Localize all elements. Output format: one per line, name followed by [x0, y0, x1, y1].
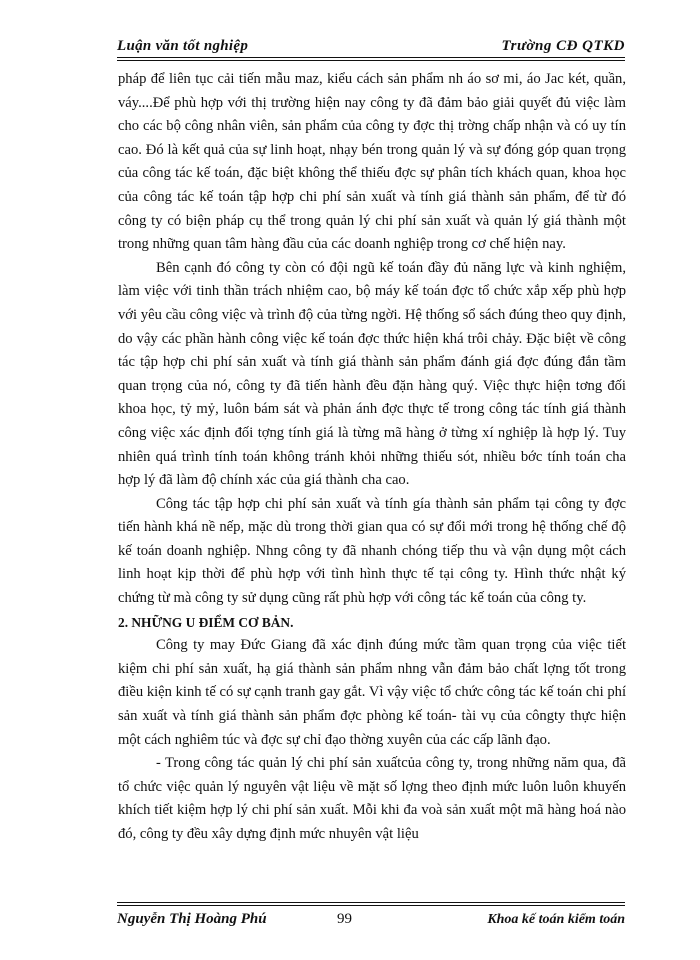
- paragraph-4: Công ty may Đức Giang đã xác định đúng mức tầm quan trọng của việc tiết kiệm chi phí sản xuất, hạ giá thành sản phẩm nhng vẫn đảm bảo chất lợng tốt trong điều kiện kinh tế có sự cạnh tranh gay gắt. Vì vậy việc tổ chức công tác kế toán chi phí sản xuất và tính giá thành sản phẩm đợc phòng kế toán- tài vụ của côngty thực hiện một cách nghiêm túc và đợc sự chỉ đạo thờng xuyên của các cấp lãnh đạo.: [118, 637, 626, 748]
- header-thesis-title: Luận văn tốt nghiệp: [117, 38, 249, 54]
- paragraph-2: Bên cạnh đó công ty còn có đội ngũ kế toán đầy đủ năng lực và kinh nghiệm, làm việc với tinh thần trách nhiệm cao, bộ máy kế toán đợc tổ chức xắp xếp phù hợp với yêu cầu công việc và trình độ của từng ngời. Hệ thống sổ sách đúng theo quy định, do vậy các phần hành công việc kế toán đợc thức hiện khá trôi chảy. Đặc biệt về công tác tập hợp chi phí sản xuất và tính giá thành sản phẩm đánh giá đợc đúng đắn tầm quan trọng của nó, công ty đã tiến hành đều đặn hàng quý. Việc thực hiện tơng đối khoa học, tỷ mỷ, luôn bám sát và phản ánh đợc thực tế trong công tác tính giá thành công việc xác định đối tợng tính giá là từng mã hàng ở từng xí nghiệp là hợp lý. Tuy nhiên quá trình tính toán không tránh khỏi những thiếu sót, nhiều bớc tính toán cha hợp lý đã làm độ chính xác của giá thành cha cao.: [118, 259, 626, 489]
- page-body: [118, 68, 626, 847]
- header-rule: [117, 57, 625, 61]
- header-school-name: Trường CĐ QTKD: [501, 38, 625, 54]
- paragraph-1: pháp để liên tục cải tiến mẫu maz, kiểu cách sản phẩm nh áo sơ mi, áo Jac két, quần, váy....Để phù hợp với thị trường hiện nay công ty đã đảm bảo giải quyết đủ việc làm cho các bộ công nhân viên, sản phẩm của công ty đợc thị trờng chấp nhận và có uy tín cao. Đó là kết quả của sự linh hoạt, nhạy bén trong quản lý và sự đóng góp quan trọng của công tác kế toán, đặc biệt không thể thiếu đợc sự phân tích khách quan, khoa học của công tác kế toán tập hợp chi phí sản xuất và tính giá thành sản phẩm, để từ đó công ty có biện pháp cụ thể trong quản lý chi phí sản xuất và quản lý giá thành một trong những quan tâm hàng đầu của các doanh nghiệp trong cơ chế hiện nay.: [118, 71, 626, 253]
- page-footer: [117, 902, 625, 932]
- section-heading: 2. NHỮNG U ĐIỂM CƠ BẢN.: [118, 614, 294, 630]
- footer-rule: [117, 902, 625, 906]
- page-number: 99: [337, 911, 352, 927]
- page-header: [117, 36, 625, 58]
- paragraph-5: - Trong công tác quản lý chi phí sản xuấtcủa công ty, trong những năm qua, đã tổ chức việc quản lý nguyên vật liệu về mặt số lợng theo định mức luôn luôn khuyến khích tiết kiệm hợp lý chi phí sản xuất. Mỗi khi đa voà sản xuất một mã hàng hoá nào đó, công ty đều xây dựng định mức nhuyên vật liệu: [118, 755, 626, 842]
- footer-author: Nguyễn Thị Hoàng Phú: [117, 911, 267, 927]
- paragraph-3: Công tác tập hợp chi phí sản xuất và tính gía thành sản phẩm tại công ty đợc tiến hành khá nề nếp, mặc dù trong thời gian qua có sự đổi mới trong hệ thống chế độ kế toán doanh nghiệp. Nhng công ty đã nhanh chóng tiếp thu và vận dụng một cách linh hoạt kịp thời để phù hợp với tình hình thực tế tại công ty. Hình thức nhật ký chứng từ mà công ty sử dụng cũng rất phù hợp với công tác kế toán của công ty.: [118, 495, 626, 607]
- footer-department: Khoa kế toán kiểm toán: [487, 912, 625, 927]
